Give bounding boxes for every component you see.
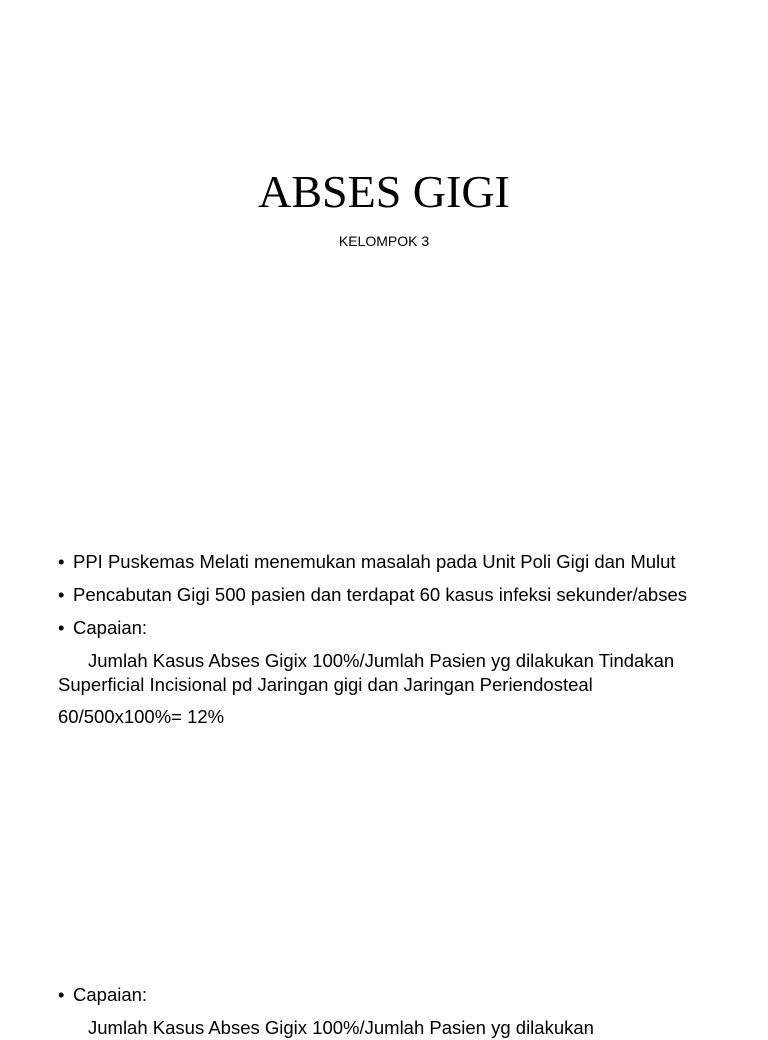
bullet-icon: • [58, 617, 65, 638]
formula-text: Jumlah Kasus Abses Gigix 100%/Jumlah Pasien yg dilakukan Tindakan Superficial Incisional pd Jaringan gigi dan Jaringan Periendosteal [58, 650, 675, 695]
bullet-icon: • [58, 984, 65, 1005]
bullet-item [58, 583, 718, 607]
content-slide [0, 520, 768, 1038]
slide-body [58, 550, 718, 729]
bullet-item [58, 983, 718, 1007]
slide-title: ABSES GIGI [258, 166, 510, 217]
formula-text-partial: Jumlah Kasus Abses Gigix 100%/Jumlah Pasien yg dilakukan [88, 1017, 594, 1038]
bullet-text: Capaian: [73, 984, 148, 1005]
bullet-item [58, 616, 718, 640]
bullet-item [58, 550, 718, 574]
result-text: 60/500x100%= 12% [58, 706, 225, 727]
bullet-icon: • [58, 551, 65, 572]
slide-subtitle: KELOMPOK 3 [338, 233, 430, 249]
bullet-text: Capaian: [73, 617, 148, 638]
next-slide-body [58, 983, 718, 1040]
bullet-text: Pencabutan Gigi 500 pasien dan terdapat 60 kasus infeksi sekunder/abses [73, 584, 687, 605]
bullet-text: PPI Puskemas Melati menemukan masalah pada Unit Poli Gigi dan Mulut [73, 551, 676, 572]
bullet-icon: • [58, 584, 65, 605]
